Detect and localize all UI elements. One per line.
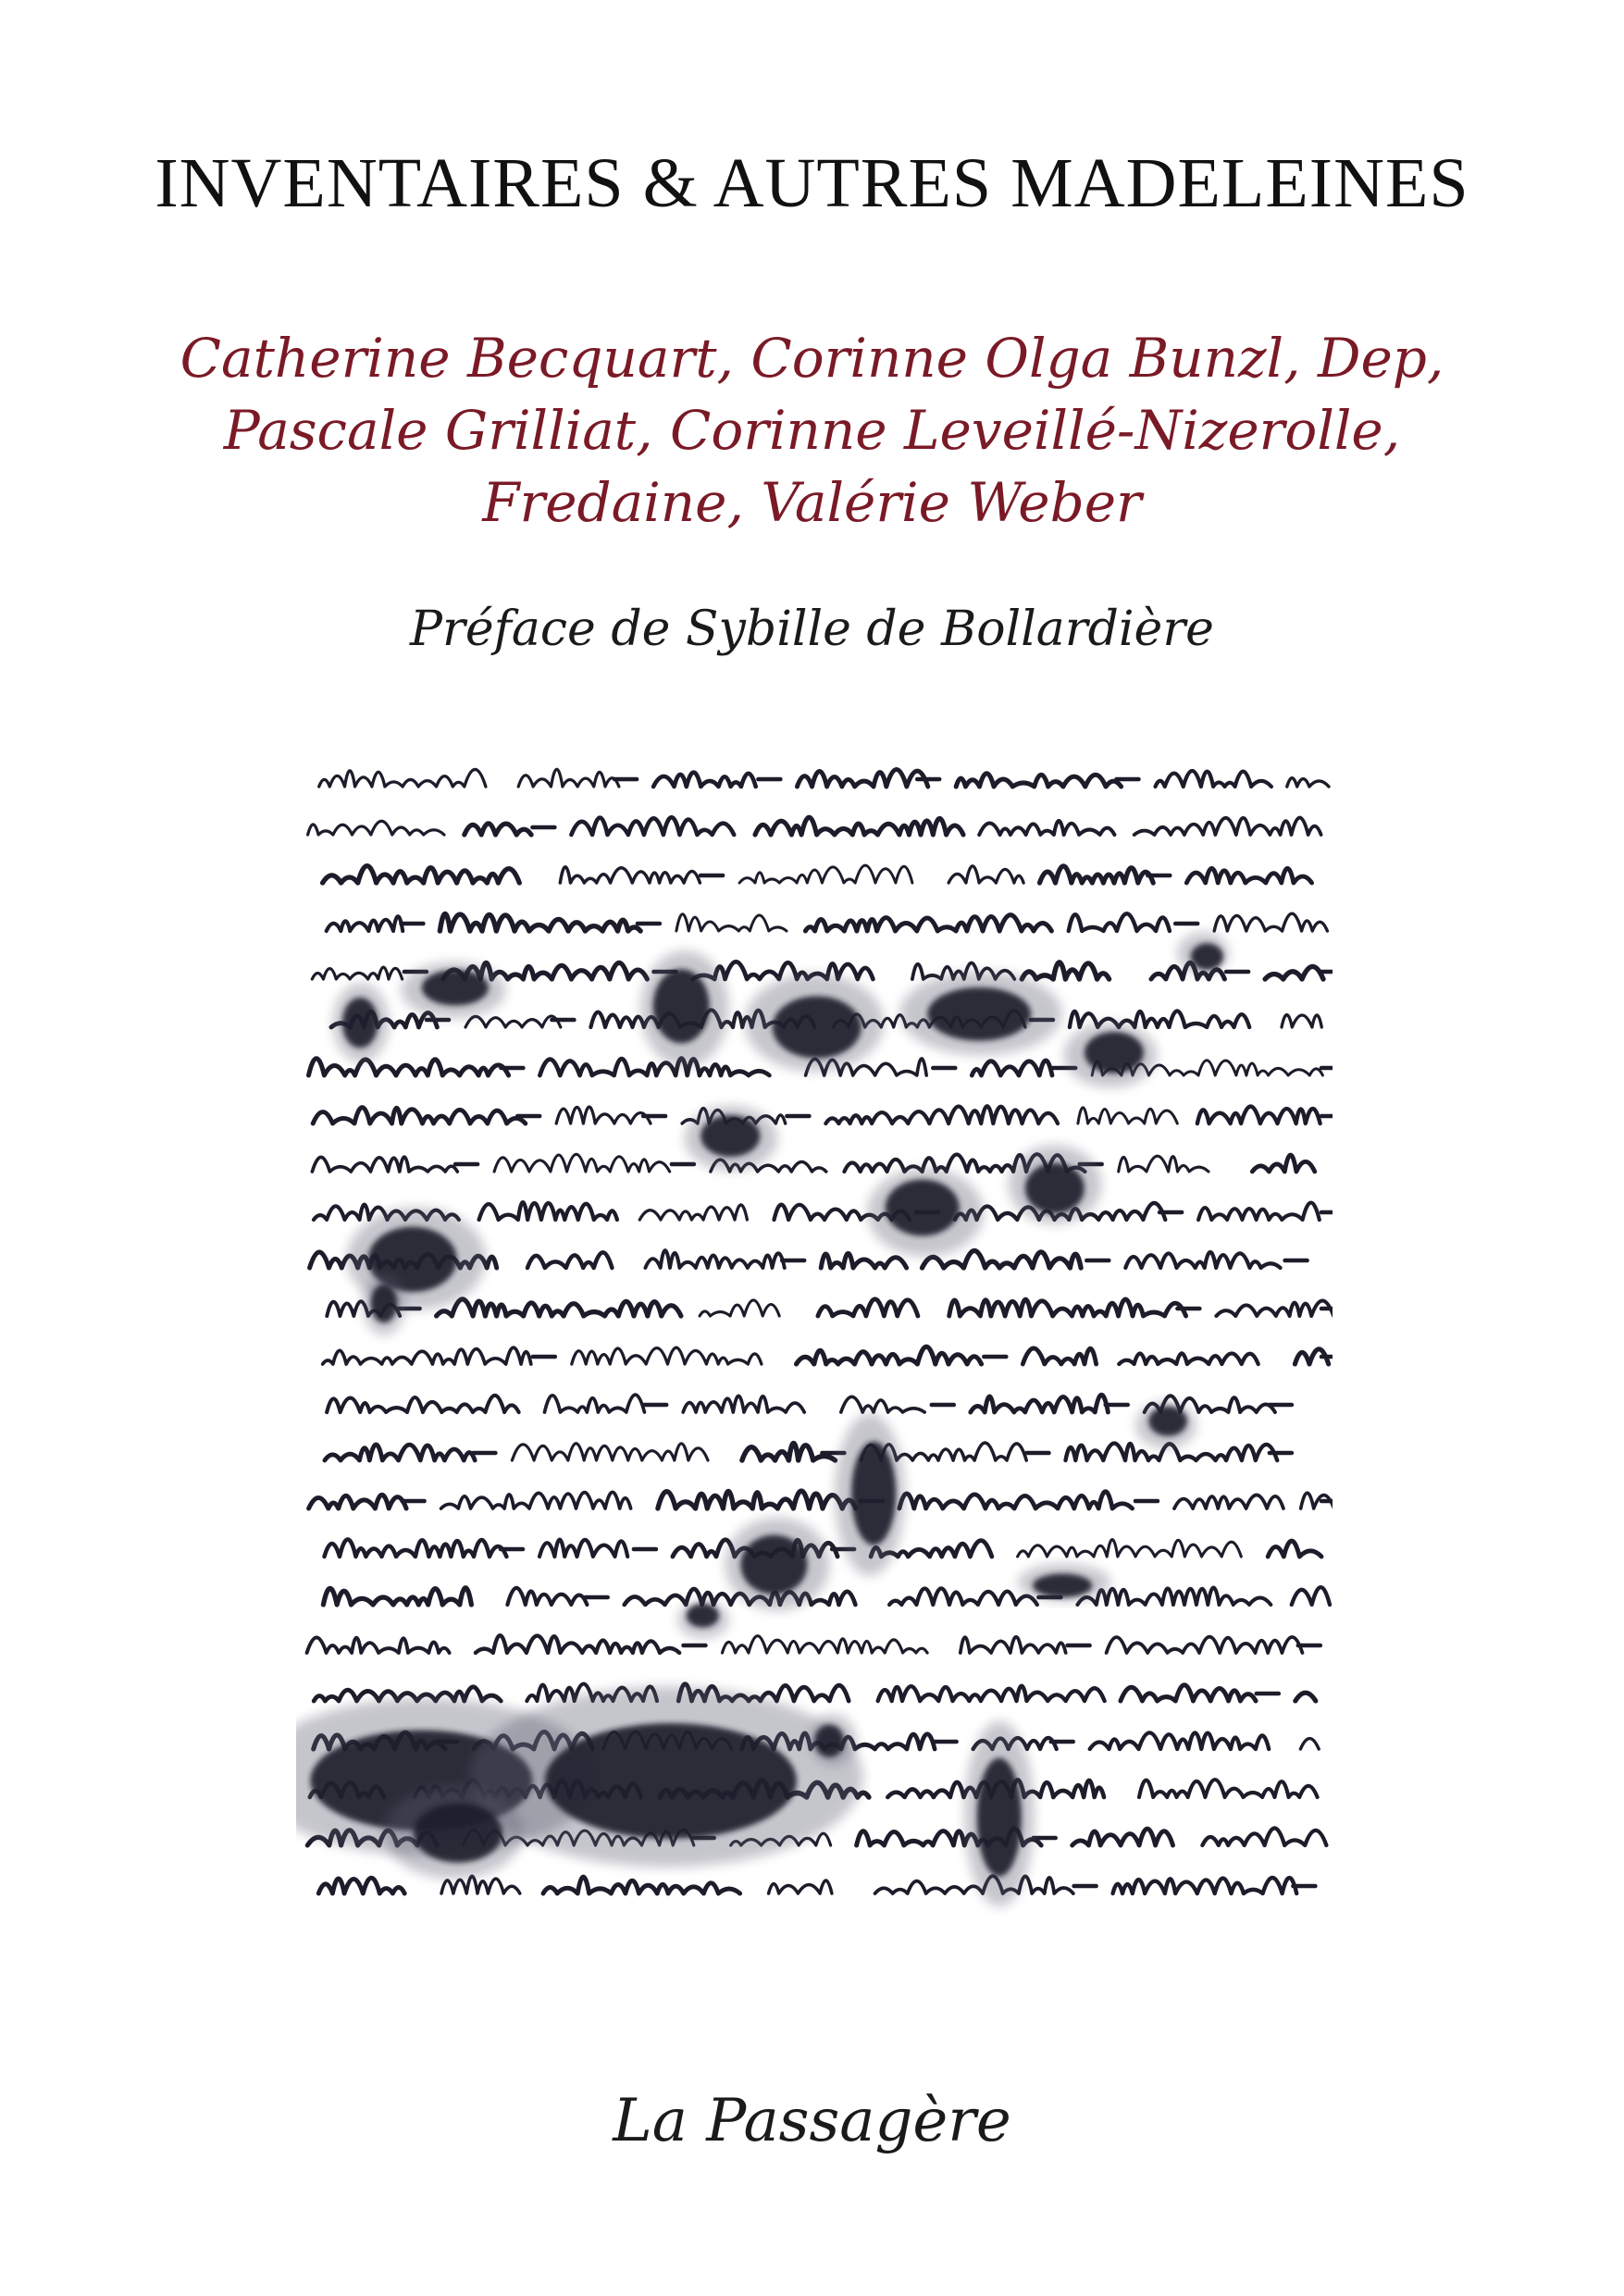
handwriting-stroke [769, 1880, 832, 1893]
handwriting-stroke [972, 1061, 1052, 1075]
handwriting-stroke [818, 1299, 918, 1316]
handwriting-stroke [825, 1106, 1058, 1123]
handwriting-stroke [1023, 1348, 1096, 1364]
handwritten-ink-artwork [296, 740, 1333, 1934]
ink-blot [687, 1604, 719, 1628]
handwriting-stroke [1077, 1587, 1271, 1605]
handwriting-stroke [539, 1059, 769, 1075]
handwriting-stroke [875, 1876, 1073, 1893]
ink-blot [740, 1535, 807, 1595]
handwriting-stroke [1252, 1155, 1315, 1172]
handwriting-stroke [971, 1395, 1109, 1412]
author-line-1: Catherine Becquart, Corinne Olga Bunzl, Dep, [180, 327, 1444, 390]
handwriting-stroke [653, 773, 756, 787]
handwriting-stroke [676, 914, 787, 931]
handwriting-stroke [658, 1491, 856, 1508]
handwriting-stroke [313, 1108, 526, 1123]
handwriting-stroke [1216, 1301, 1333, 1316]
ink-blot [927, 987, 1031, 1041]
handwriting-stroke [308, 821, 444, 835]
handwriting-stroke [645, 1250, 784, 1268]
handwriting-stroke [512, 1444, 708, 1460]
handwriting-stroke [805, 915, 1051, 931]
handwriting-stroke [556, 1107, 651, 1123]
handwriting-stroke [441, 1876, 520, 1893]
handwriting-stroke [437, 1299, 681, 1316]
handwriting-stroke [1090, 1732, 1270, 1749]
handwriting-stroke [539, 1540, 627, 1557]
handwriting-stroke [878, 1686, 1105, 1701]
handwriting-stroke [889, 1588, 1037, 1605]
handwriting-stroke [325, 1445, 475, 1460]
ink-blot [1085, 1032, 1144, 1074]
handwriting-stroke [327, 1396, 518, 1412]
ink-blot [1148, 1407, 1187, 1436]
handwriting-stroke [1119, 1353, 1258, 1364]
handwriting-stroke [309, 1495, 407, 1508]
handwriting-stroke [572, 1347, 762, 1364]
handwriting-stroke [494, 1154, 670, 1172]
handwriting-stroke [1295, 1693, 1316, 1701]
handwriting-stroke [319, 769, 486, 787]
handwriting-stroke [312, 1157, 457, 1172]
handwriting-stroke [683, 1396, 804, 1412]
handwriting-stroke [1018, 1540, 1242, 1557]
handwriting-stroke [323, 1588, 471, 1605]
handwriting-stroke [1072, 1829, 1173, 1845]
handwriting-stroke [949, 1299, 1186, 1316]
handwriting-stroke [1125, 1252, 1280, 1268]
ink-blot [342, 998, 378, 1048]
handwriting-stroke [571, 817, 734, 835]
handwriting-stroke [639, 1205, 747, 1220]
handwriting-stroke [841, 1396, 924, 1412]
handwriting-stroke [1197, 1107, 1320, 1124]
handwriting-stroke [1134, 818, 1321, 835]
handwriting-stroke [507, 1588, 587, 1605]
handwriting-stroke [518, 769, 619, 787]
handwriting-stroke [1022, 962, 1109, 979]
handwriting-stroke [961, 1637, 1066, 1653]
handwriting-stroke [545, 1395, 645, 1412]
handwriting-stroke [723, 1636, 928, 1653]
ink-blot [1033, 1573, 1092, 1597]
handwriting-stroke [1300, 1739, 1319, 1749]
handwriting-stroke [739, 865, 912, 883]
author-line-3: Fredaine, Valérie Weber [482, 471, 1142, 534]
handwriting-stroke [821, 1253, 906, 1268]
ink-blot [370, 1285, 397, 1323]
handwriting-stroke [440, 914, 640, 932]
handwriting-stroke [479, 1202, 617, 1220]
book-title: INVENTAIRES & AUTRES MADELEINES [155, 144, 1469, 222]
handwriting-stroke [979, 821, 1114, 835]
ink-blot [414, 1804, 502, 1863]
handwriting-stroke [309, 1059, 509, 1075]
preface-credit: Préface de Sybille de Bollardière [410, 602, 1214, 657]
handwriting-stroke [1292, 1587, 1330, 1605]
handwriting-stroke [318, 1878, 404, 1893]
handwriting-stroke [948, 866, 1023, 883]
handwriting-stroke [1139, 1780, 1318, 1797]
handwriting-stroke [899, 1492, 1133, 1508]
handwriting-stroke [1186, 868, 1311, 883]
ink-blot [700, 1115, 760, 1157]
handwriting-stroke [465, 1016, 561, 1027]
handwriting-stroke [755, 817, 963, 835]
handwriting-stroke [956, 774, 1121, 787]
handwriting-stroke [797, 769, 927, 787]
handwriting-stroke [1282, 1015, 1321, 1027]
handwriting-stroke [1040, 866, 1154, 883]
handwriting-stroke [1078, 1108, 1177, 1123]
publisher-name: La Passagère [613, 2087, 1011, 2155]
handwriting-stroke [1268, 1541, 1321, 1557]
author-line-2: Pascale Grilliat, Corinne Leveillé-Nizerolle, [223, 399, 1401, 462]
ink-blot [851, 1442, 896, 1545]
ink-blot [422, 970, 489, 1005]
handwriting-stroke [1265, 966, 1323, 979]
handwriting-stroke [700, 1300, 779, 1316]
handwriting-stroke [1121, 1685, 1256, 1701]
handwriting-stroke [1113, 1878, 1297, 1893]
handwriting-stroke [797, 1347, 982, 1364]
handwriting-stroke [465, 824, 531, 835]
handwriting-stroke [1214, 913, 1327, 931]
ink-blot [977, 1758, 1022, 1877]
handwriting-stroke [307, 1637, 450, 1653]
handwriting-stroke [543, 1877, 740, 1893]
handwriting-stroke [1287, 778, 1329, 787]
ink-blot [886, 1180, 960, 1236]
handwriting-stroke [476, 1635, 679, 1653]
handwriting-stroke [1174, 1495, 1283, 1508]
ink-blot [773, 996, 862, 1058]
handwriting-stroke [323, 1347, 531, 1364]
ink-blot [653, 969, 710, 1043]
ink-blot [814, 1725, 844, 1757]
handwriting-stroke [560, 867, 700, 883]
handwriting-stroke [1119, 1156, 1209, 1172]
handwriting-stroke [441, 1492, 631, 1508]
ink-blot [1191, 943, 1223, 970]
author-list [0, 322, 1624, 539]
handwriting-stroke [1156, 771, 1271, 787]
handwriting-stroke [1107, 1637, 1303, 1653]
handwriting-stroke [325, 1539, 507, 1557]
handwriting-stroke [1202, 1828, 1326, 1845]
handwriting-stroke [527, 1252, 612, 1268]
handwriting-stroke [312, 967, 402, 979]
handwriting-stroke [323, 866, 520, 883]
handwriting-stroke [1069, 913, 1170, 931]
ink-blot [1025, 1163, 1085, 1213]
ink-blot [545, 1723, 797, 1839]
handwriting-stroke [327, 916, 403, 931]
handwriting-stroke [1198, 1203, 1320, 1220]
